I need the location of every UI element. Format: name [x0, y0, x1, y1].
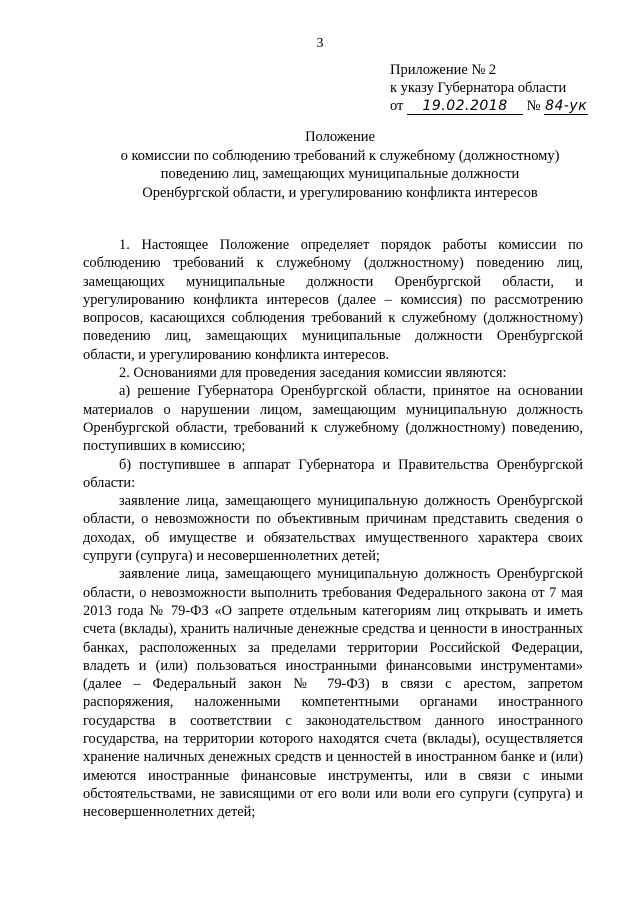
page-number: 3: [316, 36, 324, 51]
paragraph: 2. Основаниями для проведения заседания комиссии являются:: [119, 365, 507, 382]
number-prefix: №: [526, 98, 541, 114]
appendix-title: Приложение № 2: [390, 62, 497, 78]
title-line-3: поведению лиц, замещающих муниципальные должности: [160, 166, 520, 182]
title-line-1: Положение: [305, 129, 375, 145]
registration-line: [390, 97, 630, 115]
document-title: [60, 128, 620, 202]
paragraph: заявление лица, замещающего муниципальную должность Оренбургской области, о невозможности по объективным причинам представить сведения о доходах, об имуществе и обязательствах имущественного характера своих супруги (супруга) и несовершеннолетних детей;: [83, 493, 583, 565]
handwritten-date: 19.02.2018: [407, 99, 523, 115]
appendix-reference: к указу Губернатора области: [390, 80, 567, 96]
appendix-header: [390, 61, 630, 115]
handwritten-number: 84-ук: [545, 98, 588, 114]
document-body: [83, 236, 583, 822]
title-line-2: о комиссии по соблюдению требований к служебному (должностному): [120, 147, 560, 164]
paragraph: а) решение Губернатора Оренбургской области, принятое на основании материалов о нарушении лицом, замещающим муниципальную должность Оренбургской области, требований к служебному (должностному) поведению, поступивших в комиссию;: [83, 383, 583, 455]
paragraph: б) поступившее в аппарат Губернатора и Правительства Оренбургской области:: [83, 456, 583, 491]
paragraph: 1. Настоящее Положение определяет порядок работы комиссии по соблюдению требований к служебному (должностному) поведению лиц, замещающих муниципальные должности Оренбургской области, и урегулированию конфликта интересов (далее – комиссия) по рассмотрению вопросов, касающихся соблюдения требований к служебному (должностному) поведению лиц, замещающих муниципальные должности Оренбургской области, и урегулированию конфликта интересов.: [83, 237, 583, 363]
title-line-4: Оренбургской области, и урегулированию конфликта интересов: [142, 184, 538, 201]
date-prefix: от: [390, 98, 404, 114]
paragraph: заявление лица, замещающего муниципальную должность Оренбургской области, о невозможности выполнить требования Федерального закона от 7 мая 2013 года № 79-ФЗ «О запрете отдельным категориям лиц открывать и иметь счета (вклады), хранить наличные денежные средства и ценности в иностранных банках, расположенных за пределами территории Российской Федерации, владеть и (или) пользоваться иностранными финансовыми инструментами» (далее – Федеральный закон № 79-ФЗ) в связи с арестом, запретом распоряжения, наложенными компетентными органами иностранного государства в соответствии с законодательством данного иностранного государства, на территории которого находятся счета (вклады), осуществляется хранение наличных денежных средств и ценностей в иностранном банке и (или) имеются иностранные финансовые инструменты, или в связи с иными обстоятельствами, не зависящими от его воли или воли его супруги (супруга) и несовершеннолетних детей;: [83, 566, 583, 821]
